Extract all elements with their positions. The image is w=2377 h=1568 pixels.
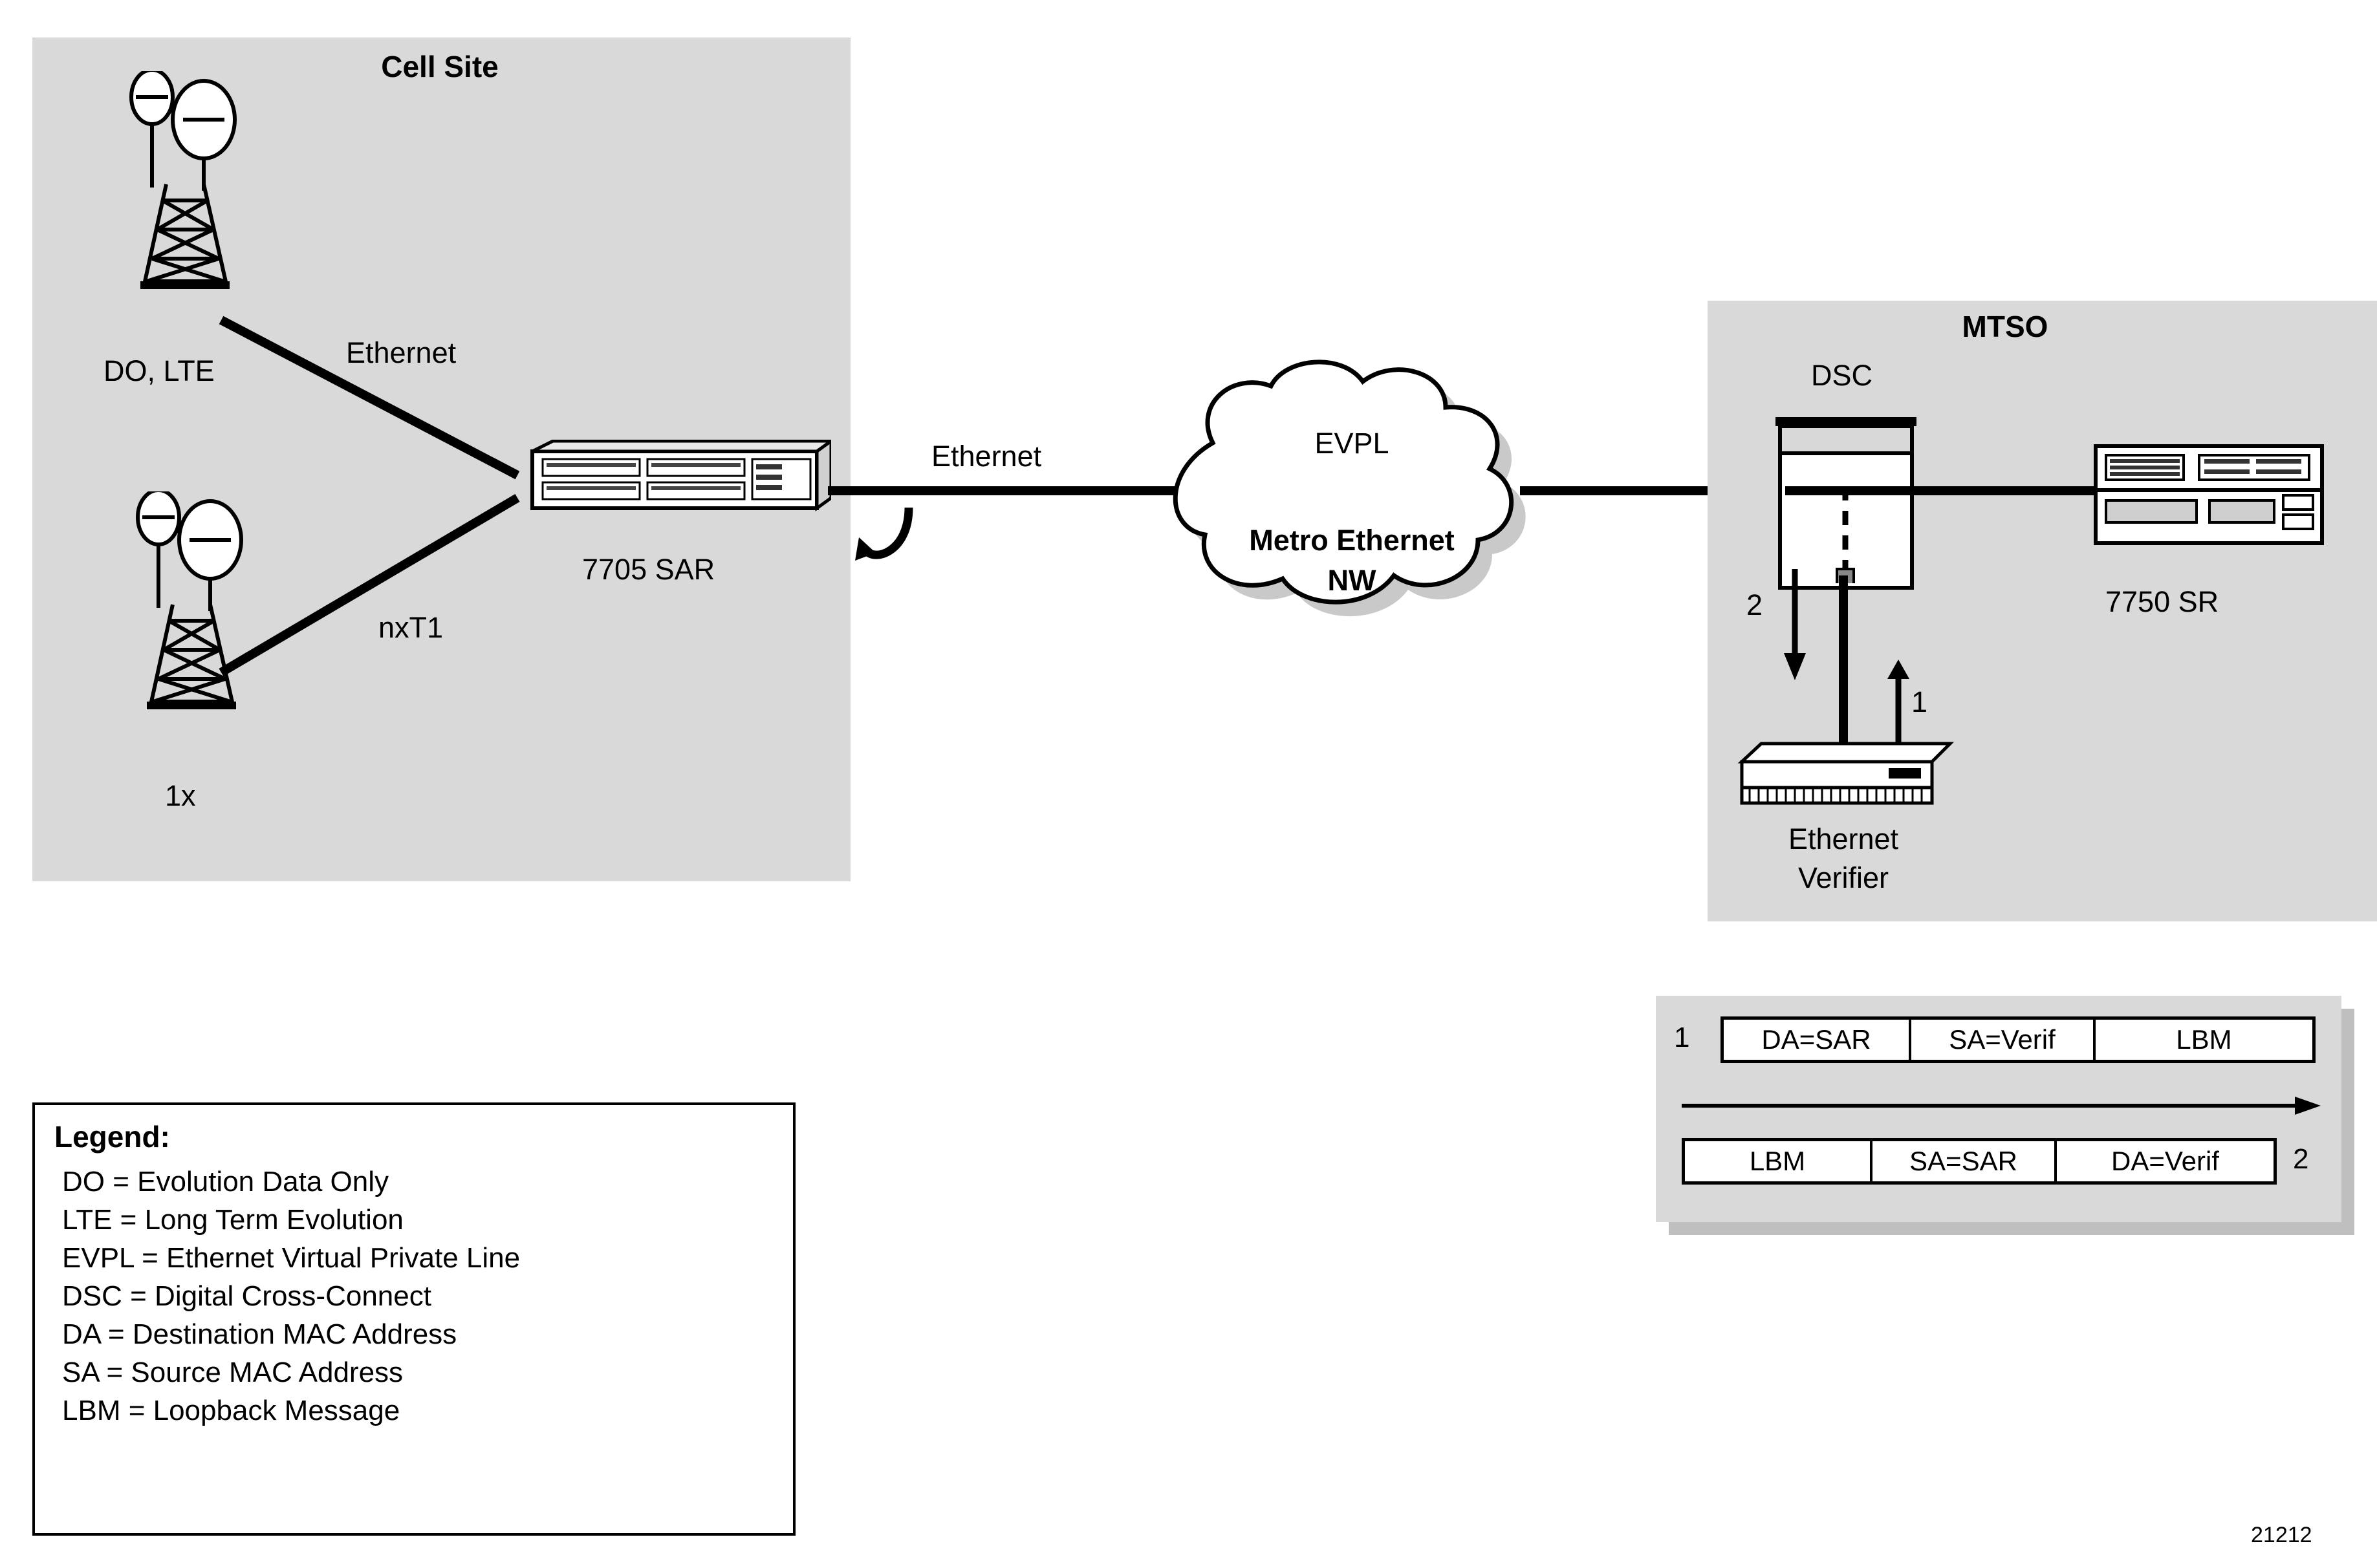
cell-site-title: Cell Site bbox=[381, 50, 499, 83]
dsc-label: DSC bbox=[1811, 359, 1873, 392]
cloud-service-label: EVPL bbox=[1314, 427, 1389, 460]
verifier-link-line bbox=[1839, 575, 1848, 757]
antenna-top-label: DO, LTE bbox=[103, 354, 215, 387]
antenna-tower-do-lte bbox=[107, 71, 275, 349]
figure-id: 21212 bbox=[2251, 1523, 2312, 1547]
message-direction-arrow bbox=[1682, 1093, 2322, 1119]
device-7705-sar-label: 7705 SAR bbox=[582, 553, 715, 586]
legend-item-sa: SA = Source MAC Address bbox=[62, 1357, 404, 1388]
loopback-arrow-icon bbox=[854, 501, 925, 585]
link-label-nxt1: nxT1 bbox=[378, 611, 444, 644]
legend-item-evpl: EVPL = Ethernet Virtual Private Line bbox=[62, 1242, 521, 1274]
message-1-cell-lbm: LBM bbox=[2176, 1024, 2232, 1055]
verifier-label-line1: Ethernet bbox=[1788, 822, 1899, 855]
message-1-frame bbox=[1720, 1016, 2316, 1063]
cloud-name-line2: NW bbox=[1327, 564, 1376, 597]
message-2-number: 2 bbox=[2293, 1143, 2309, 1175]
device-7750-sr-label: 7750 SR bbox=[2105, 585, 2219, 618]
message-2-cell-sa: SA=SAR bbox=[1872, 1141, 2057, 1181]
antenna-bottom-label: 1x bbox=[165, 779, 196, 812]
dsc-dashed-connector bbox=[1836, 486, 1855, 583]
legend-item-lte: LTE = Long Term Evolution bbox=[62, 1204, 404, 1236]
metro-ethernet-cloud bbox=[1135, 346, 1562, 676]
message-2-cell-lbm: LBM bbox=[1685, 1141, 1872, 1181]
arrow-down-2 bbox=[1766, 569, 1824, 682]
verifier-label-line2: Verifier bbox=[1797, 861, 1889, 894]
message-1-cell-da: DA=SAR bbox=[1724, 1020, 1911, 1060]
device-7705-sar bbox=[527, 440, 831, 521]
link-label-ethernet-access: Ethernet bbox=[346, 336, 457, 369]
message-2-cell-da: DA=Verif bbox=[2111, 1146, 2219, 1176]
message-1-cell-sa: SA=Verif bbox=[1911, 1020, 2096, 1060]
uplink-ethernet-label: Ethernet bbox=[931, 440, 1042, 473]
message-2-frame bbox=[1682, 1138, 2277, 1185]
legend-title: Legend: bbox=[54, 1120, 170, 1154]
legend-item-dsc: DSC = Digital Cross-Connect bbox=[62, 1280, 431, 1312]
legend-item-do: DO = Evolution Data Only bbox=[62, 1166, 389, 1197]
arrow-up-label: 1 bbox=[1911, 685, 1928, 718]
device-7750-sr bbox=[2089, 440, 2335, 556]
legend-box bbox=[32, 1102, 796, 1536]
message-1-number: 1 bbox=[1674, 1022, 1690, 1053]
legend-item-da: DA = Destination MAC Address bbox=[62, 1318, 457, 1350]
cloud-name-line1: Metro Ethernet bbox=[1249, 524, 1455, 557]
device-ethernet-verifier bbox=[1730, 737, 1957, 815]
arrow-down-label: 2 bbox=[1746, 588, 1763, 621]
legend-item-lbm: LBM = Loopback Message bbox=[62, 1395, 400, 1426]
mtso-title: MTSO bbox=[1962, 310, 2048, 343]
